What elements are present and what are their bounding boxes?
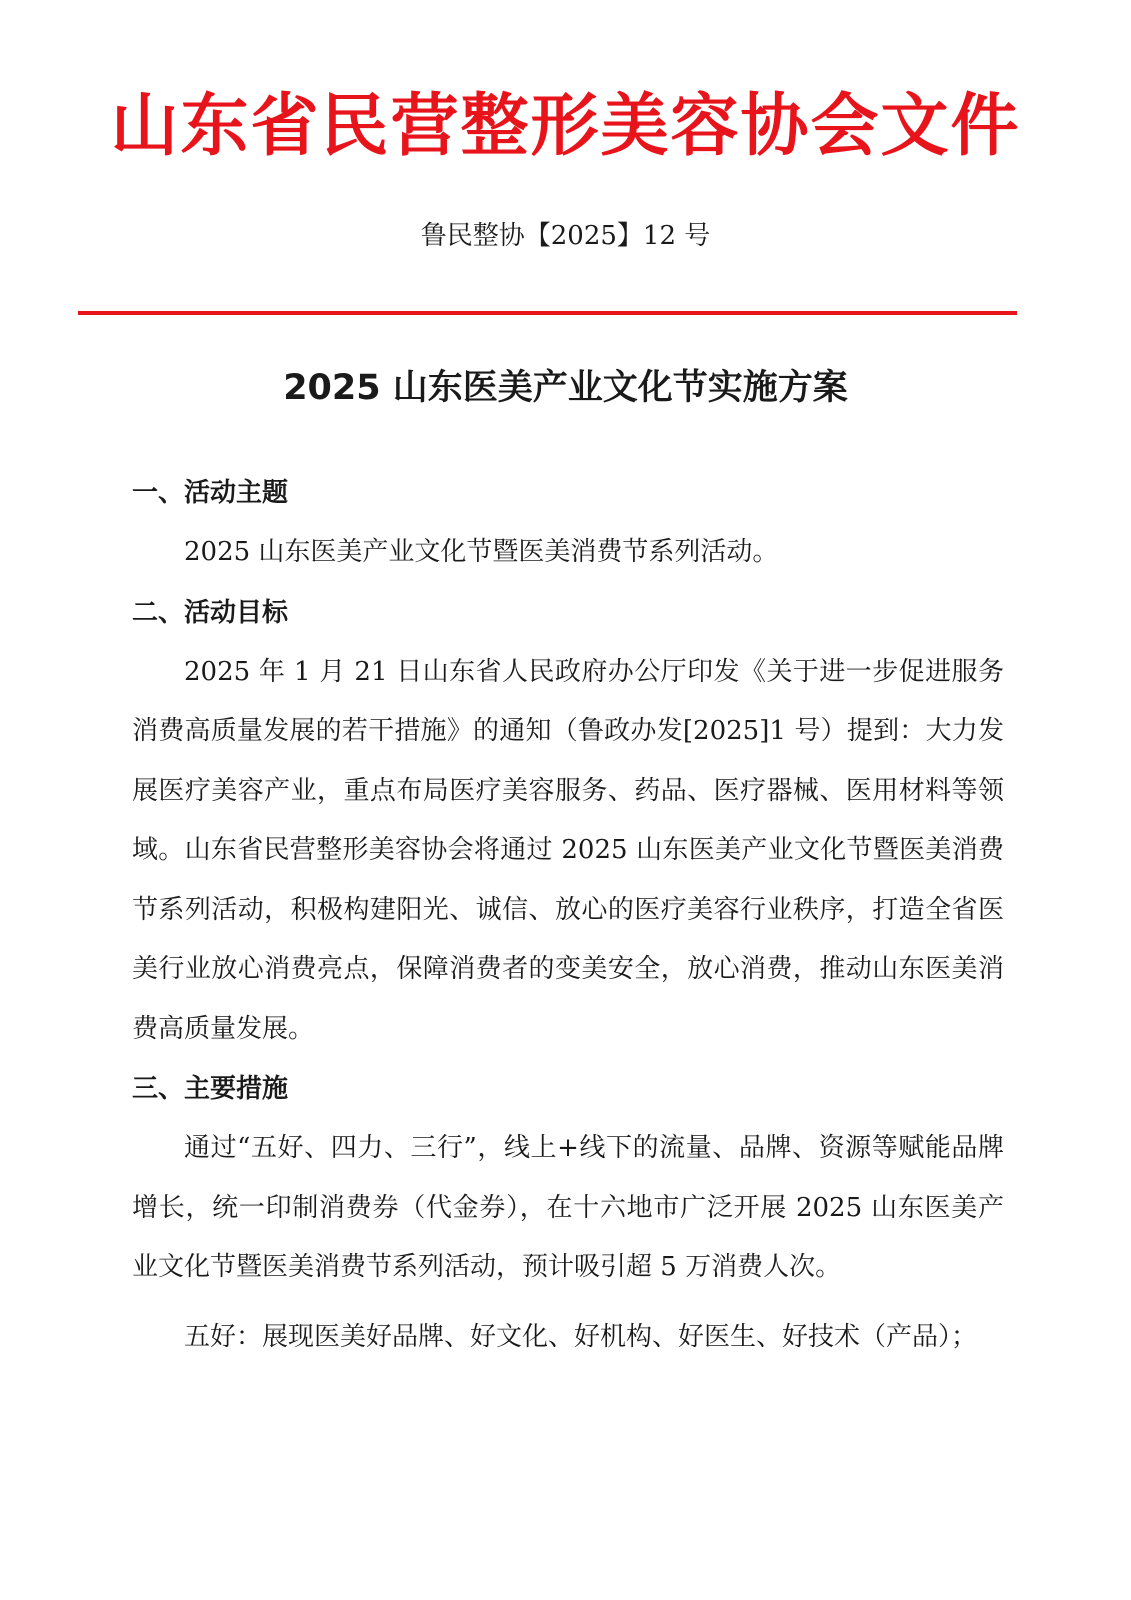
section-paragraph: 2025 年 1 月 21 日山东省人民政府办公厅印发《关于进一步促进服务消费高质量发展的若干措施》的通知（鲁政办发[2025]1 号）提到：大力发展医疗美容产业，重点布局医疗美容服务、药品、医疗器械、医用材料等领域。山东省民营整形美容协会将通过 2025 山东医美产业文化节暨医美消费节系列活动，积极构建阳光、诚信、放心的医疗美容行业秩序，打造全省医美行业放心消费亮点，保障消费者的变美安全，放心消费，推动山东医美消费高质量发展。 (132, 656, 1004, 1044)
section-heading-goals: 二、活动目标 (132, 597, 289, 628)
section-paragraph: 2025 山东医美产业文化节暨医美消费节系列活动。 (184, 537, 779, 567)
document-body (132, 463, 1004, 1367)
issuer-masthead: 山东省民营整形美容协会文件 (110, 86, 1021, 166)
section-paragraph: 通过“五好、四力、三行”，线上+线下的流量、品牌、资源等赋能品牌增长，统一印制消费券（代金券），在十六地市广泛开展 2025 山东医美产业文化节暨医美消费节系列活动，预计吸引超 5 万消费人次。 (132, 1133, 1004, 1282)
document-title: 2025 山东医美产业文化节实施方案 (283, 368, 848, 408)
document-number: 鲁民整协【2025】12 号 (420, 221, 711, 251)
section-heading-theme: 一、活动主题 (132, 478, 289, 508)
section-paragraph: 五好：展现医美好品牌、好文化、好机构、好医生、好技术（产品）； (184, 1321, 978, 1352)
section-heading-measures: 三、主要措施 (132, 1074, 289, 1104)
red-divider-line (78, 311, 1017, 315)
